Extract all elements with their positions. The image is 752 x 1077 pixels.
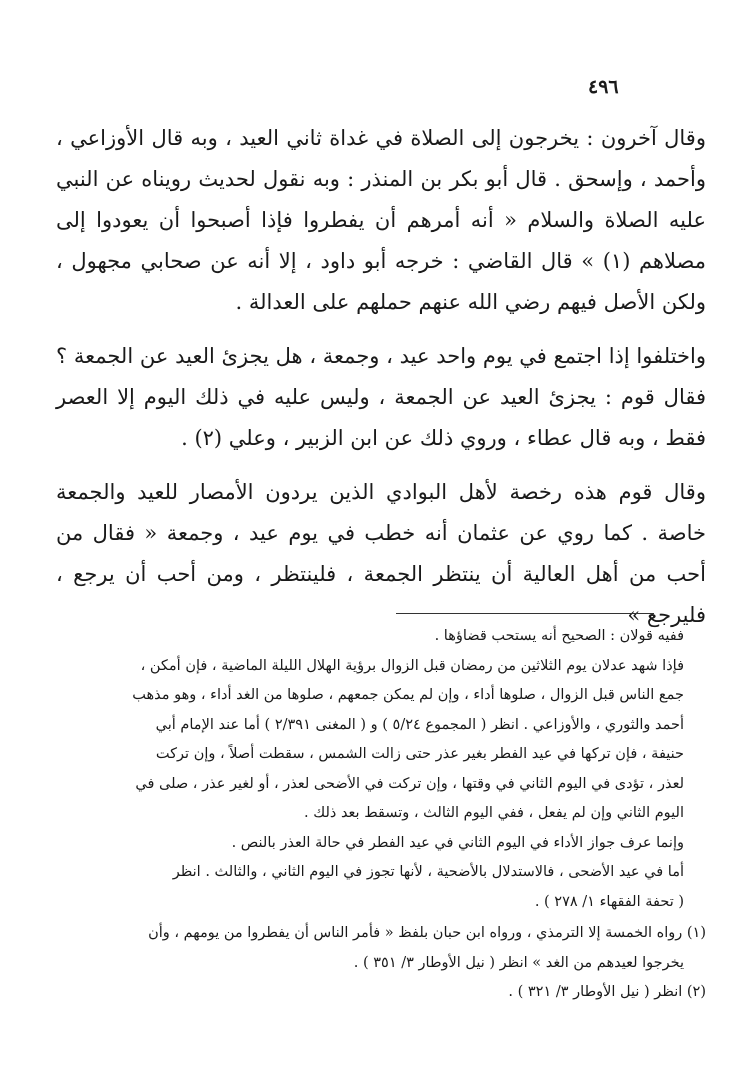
note-line: وإنما عرف جواز الأداء في اليوم الثاني في عيد الفطر في حالة العذر بالنص . [231, 834, 684, 851]
note-line: حنيفة ، فإن تركها في عيد الفطر بغير عذر حتى زالت الشمس ، سقطت أصلاً ، وإن تركت [155, 746, 684, 762]
paragraph-3: وقال قوم هذه رخصة لأهل البوادي الذين يردون الأمصار للعيد والجمعة خاصة . كما روي عن عثمان أنه خطب في يوم عيد ، وجمعة « فقال من أحب من أهل العالية أن ينتظر الجمعة ، فلينتظر ، ومن أحب أن يرجع ، فليرجع » [56, 480, 706, 627]
note-line: فإذا شهد عدلان يوم الثلاثين من رمضان قبل الزوال برؤية الهلال الليلة الماضية ، فإن أمكن ، [140, 657, 684, 674]
page-number: ٤٩٦ [588, 76, 619, 98]
footnotes-area [56, 622, 706, 1008]
note-line: ففيه قولان : الصحيح أنه يستحب قضاؤها . [434, 628, 684, 644]
note-line: جمع الناس قبل الزوال ، صلوها أداء ، وإن لم يمكن جمعهم ، صلوها من الغد أداء ، وهو مذهب [132, 687, 684, 703]
note-line: أما في عيد الأضحى ، فالاستدلال بالأضحية ، لأنها تجوز في اليوم الثاني ، والثالث . انظر [172, 864, 684, 880]
main-text [56, 118, 706, 636]
footnote-1-continued: يخرجوا لعيدهم من الغد » انظر ( نيل الأوطار ٣/ ٣٥١ ) . [353, 954, 684, 971]
paragraph-1: وقال آخرون : يخرجون إلى الصلاة في غداة ثاني العيد ، وبه قال الأوزاعي ، وأحمد ، وإسحق . قال أبو بكر بن المنذر : وبه نقول لحديث رويناه عن النبي عليه الصلاة والسلام « أنه أمرهم أن يفطروا فإذا أصبحوا أن يعودوا إلى مصلاهم (١) » قال القاضي : خرجه أبو داود ، إلا أنه عن صحابي مجهول ، ولكن الأصل فيهم رضي الله عنهم حملهم على العدالة . [56, 126, 706, 314]
note-line: أحمد والثوري ، والأوزاعي . انظر ( المجموع ٥/٢٤ ) و ( المغنى ٢/٣٩١ ) أما عند الإمام أبي [155, 716, 684, 733]
note-line: اليوم الثاني وإن لم يفعل ، ففي اليوم الثالث ، وتسقط بعد ذلك . [304, 805, 684, 821]
footnote-2: (٢) انظر ( نيل الأوطار ٣/ ٣٢١ ) . [508, 984, 706, 1000]
footnote-1: (١) رواه الخمسة إلا الترمذي ، ورواه ابن حبان بلفظ « فأمر الناس أن يفطروا من يومهم ، وأن [148, 925, 706, 941]
paragraph-2: واختلفوا إذا اجتمع في يوم واحد عيد ، وجمعة ، هل يجزئ العيد عن الجمعة ؟ فقال قوم : يجزئ العيد عن الجمعة ، وليس عليه في ذلك اليوم إلا العصر فقط ، وبه قال عطاء ، وروي ذلك عن ابن الزبير ، وعلي (٢) . [56, 344, 706, 450]
footnote-divider [396, 613, 654, 614]
footnotes-list [56, 919, 706, 1008]
note-line: ( تحفة الفقهاء ١/ ٢٧٨ ) . [534, 893, 684, 910]
note-line: لعذر ، تؤدى في اليوم الثاني في وقتها ، وإن تركت في الأضحى لعذر ، أو لغير عذر ، صلى في [135, 775, 684, 792]
